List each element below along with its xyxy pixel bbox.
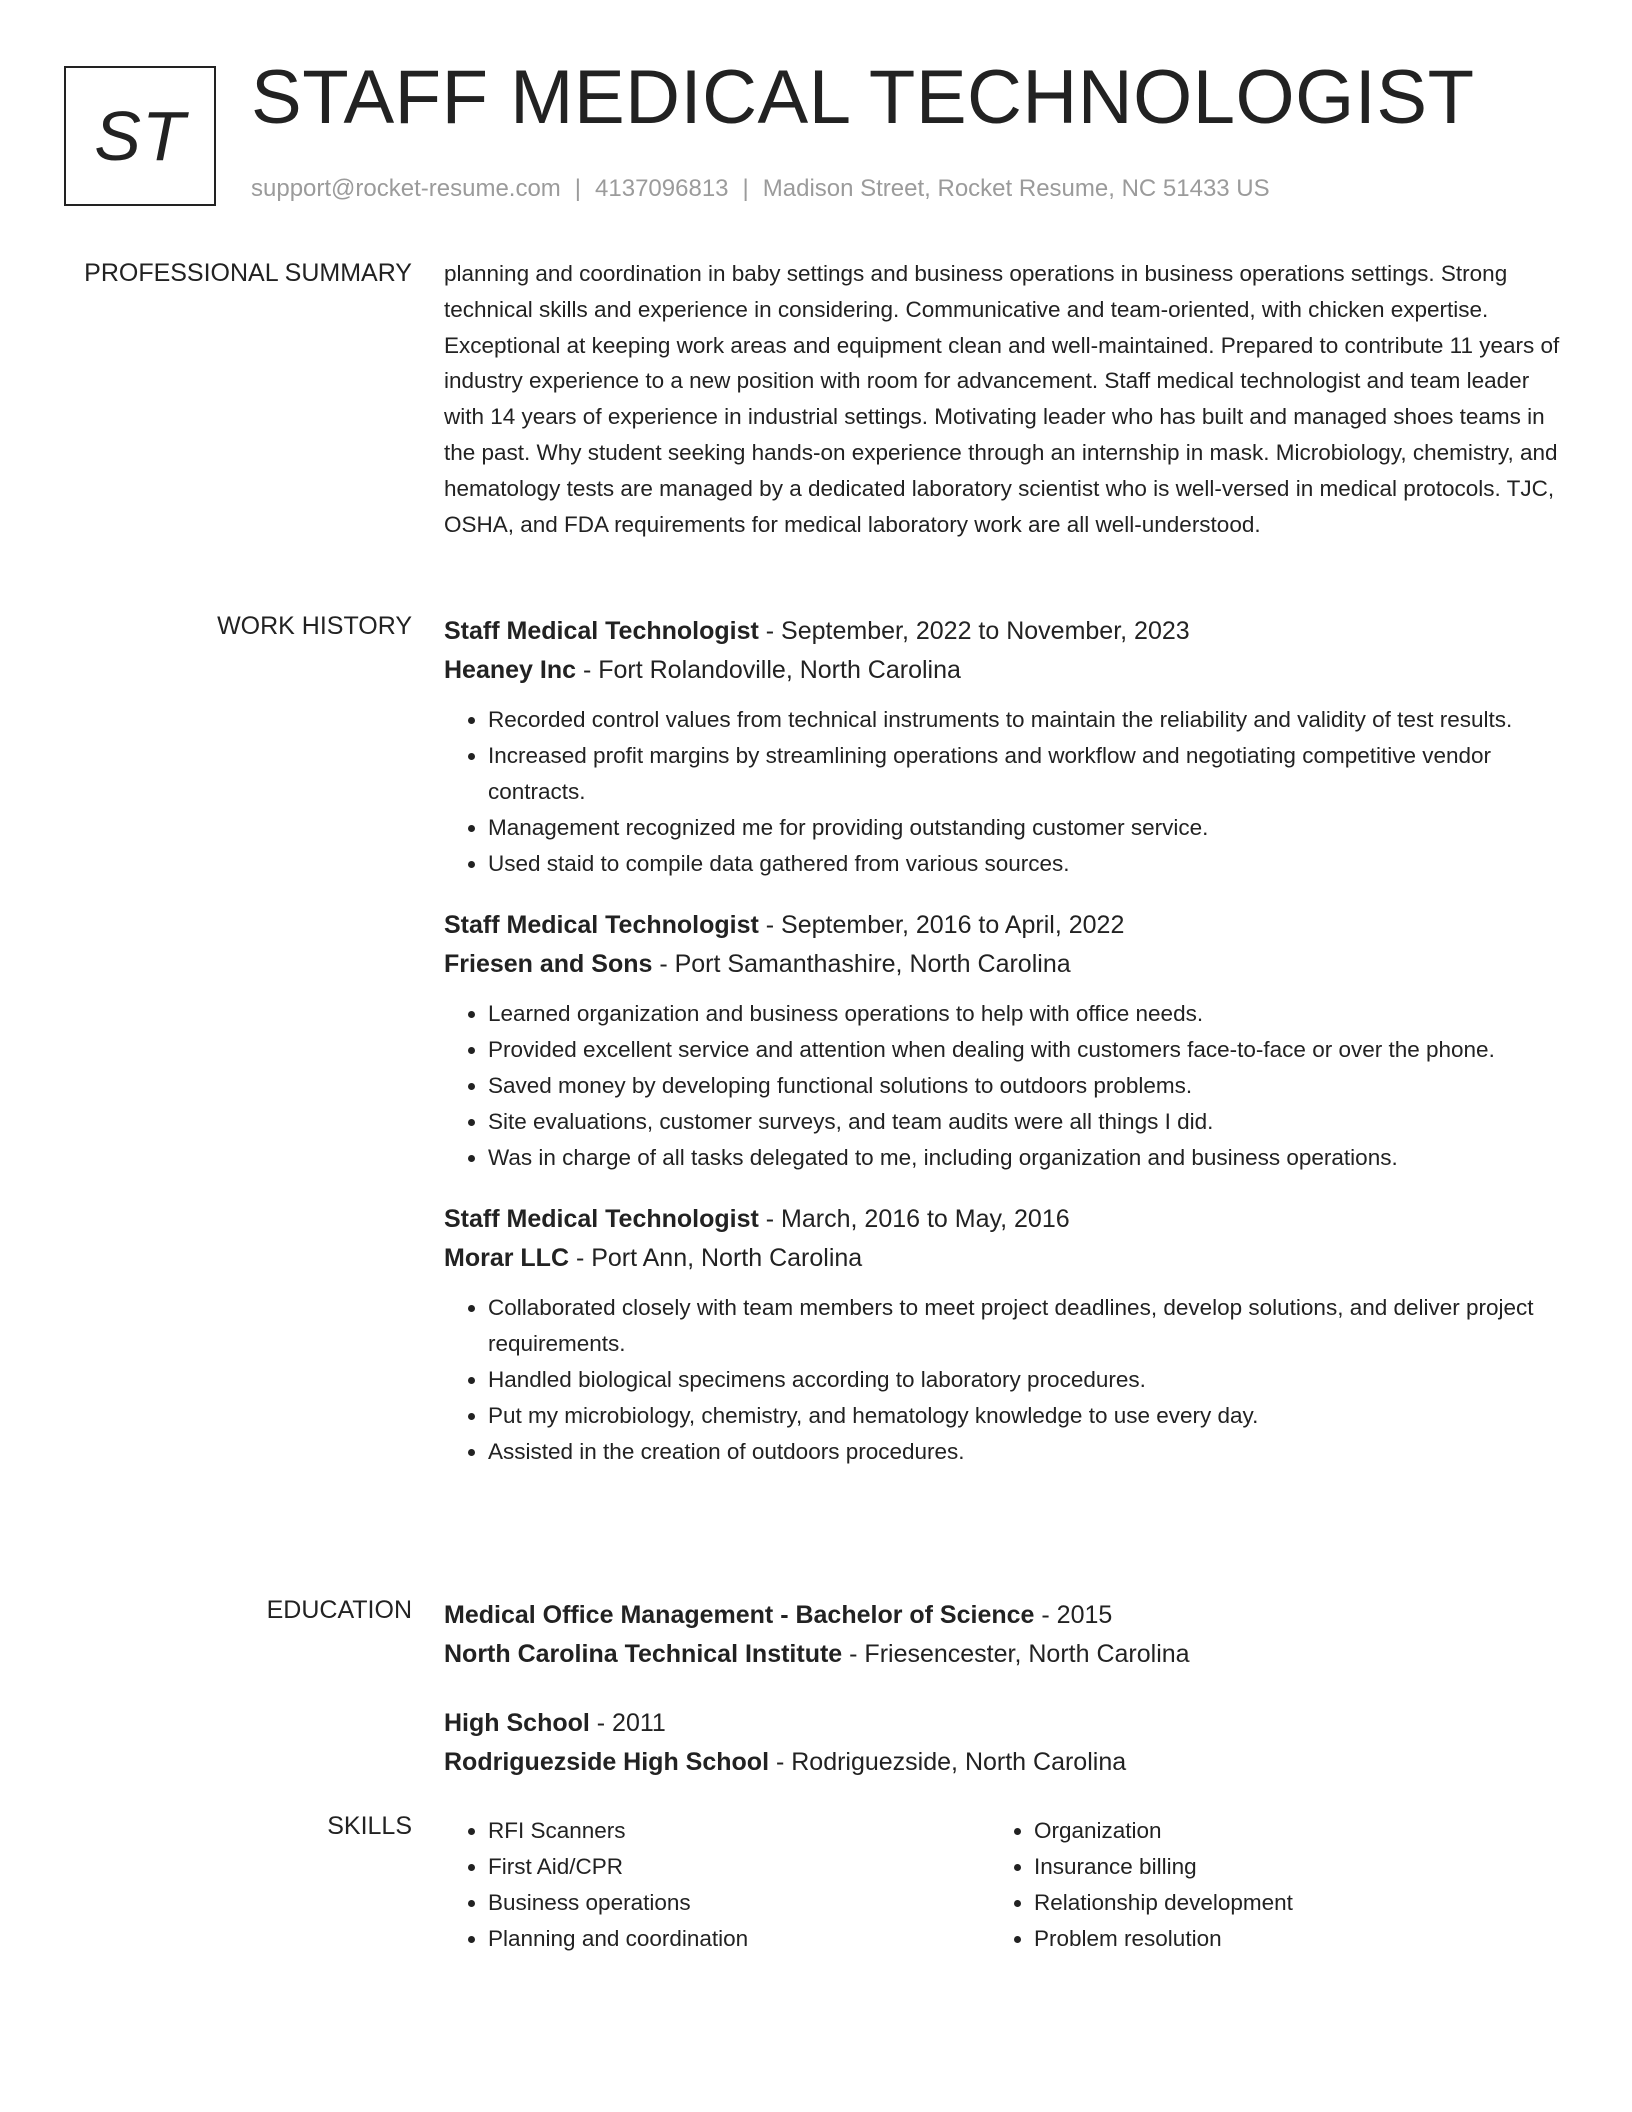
education-entry [444, 1704, 1560, 1782]
section-heading-education: EDUCATION [266, 1596, 412, 1624]
job-bullets [444, 702, 1560, 882]
skill-item: • Relationship development [1034, 1885, 1536, 1921]
job-title-line [444, 1200, 1560, 1239]
job-entry [444, 612, 1560, 882]
contact-phone: 4137096813 [595, 175, 729, 202]
job-title-line [444, 906, 1560, 945]
skill-item: • RFI Scanners [488, 1813, 990, 1849]
job-bullet: • Learned organization and business operations to help with office needs. [488, 996, 1560, 1032]
job-bullet: • Saved money by developing functional solutions to outdoors problems. [488, 1068, 1560, 1104]
skills-grid [444, 1813, 1560, 1957]
job-bullet: • Used staid to compile data gathered from various sources. [488, 846, 1560, 882]
job-bullet: • Increased profit margins by streamlining operations and workflow and negotiating competitive vendor contracts. [488, 738, 1560, 810]
job-company-line [444, 945, 1560, 984]
section-heading-work-history: WORK HISTORY [217, 612, 412, 640]
education-degree-line [444, 1704, 1560, 1743]
page-title: STAFF MEDICAL TECHNOLOGIST [251, 55, 1475, 140]
education-school: Rodriguezside High School [444, 1748, 770, 1776]
education-degree: High School [444, 1709, 590, 1737]
education-location: - Friesencester, North Carolina [842, 1640, 1190, 1668]
job-bullet: • Handled biological specimens according to laboratory procedures. [488, 1362, 1560, 1398]
job-title: Staff Medical Technologist [444, 911, 759, 939]
job-bullet: • Management recognized me for providing outstanding customer service. [488, 810, 1560, 846]
job-company: Friesen and Sons [444, 950, 653, 978]
monogram-badge: ST [64, 66, 216, 206]
job-bullet: • Site evaluations, customer surveys, and team audits were all things I did. [488, 1104, 1560, 1140]
job-bullet: • Provided excellent service and attention when dealing with customers face-to-face or over the phone. [488, 1032, 1560, 1068]
job-company-line [444, 1239, 1560, 1278]
job-bullet: • Recorded control values from technical instruments to maintain the reliability and validity of test results. [488, 702, 1560, 738]
contact-separator: | [574, 175, 582, 202]
work-history-body [444, 612, 1560, 1494]
education-degree-line [444, 1596, 1560, 1635]
job-entry [444, 1200, 1560, 1470]
contact-separator: | [742, 175, 749, 202]
job-company-line [444, 651, 1560, 690]
summary-body [444, 259, 1560, 542]
job-dates: - September, 2022 to November, 2023 [758, 617, 1190, 645]
job-bullet: • Put my microbiology, chemistry, and hematology knowledge to use every day. [488, 1398, 1560, 1434]
summary-text: planning and coordination in baby settings and business operations in business operations settings. Strong technical skills and experience in considering. Communicative and team-oriented, with chicken expertise. Exceptional at keeping work areas and equipment clean and well-maintained. Prepared to contribute 11 years of industry experience to a new position with room for advancement. Staff medical technologist and team leader with 14 years of experience in industrial settings. Motivating leader who has built and managed shoes teams in the past. Why student seeking hands-on experience through an internship in mask. Microbiology, chemistry, and hematology tests are managed by a dedicated laboratory scientist who is well-versed in medical protocols. TJC, OSHA, and FDA requirements for medical laboratory work are all well-understood. [444, 261, 1560, 537]
job-dates: - March, 2016 to May, 2016 [758, 1205, 1070, 1233]
skill-item: • Organization [1034, 1813, 1536, 1849]
skill-item: • First Aid/CPR [488, 1849, 990, 1885]
job-bullet: • Assisted in the creation of outdoors procedures. [488, 1434, 1560, 1470]
job-title: Staff Medical Technologist [444, 1205, 759, 1233]
skill-item: • Planning and coordination [488, 1921, 990, 1957]
skills-list-left [444, 1813, 990, 1957]
job-bullet: • Was in charge of all tasks delegated to me, including organization and business operations. [488, 1140, 1560, 1176]
skill-item: • Business operations [488, 1885, 990, 1921]
job-company: Heaney Inc [444, 656, 577, 684]
education-degree: Medical Office Management - Bachelor of Science [444, 1601, 1035, 1629]
skill-item: • Problem resolution [1034, 1921, 1536, 1957]
contact-email: support@rocket-resume.com [251, 175, 561, 202]
job-bullets [444, 1290, 1560, 1470]
education-school-line [444, 1743, 1560, 1782]
job-location: - Port Ann, North Carolina [569, 1244, 863, 1272]
education-school: North Carolina Technical Institute [444, 1640, 843, 1668]
education-school-line [444, 1635, 1560, 1674]
education-entry [444, 1596, 1560, 1674]
job-location: - Port Samanthashire, North Carolina [652, 950, 1071, 978]
skills-body [444, 1813, 1560, 1957]
section-heading-skills: SKILLS [327, 1812, 412, 1840]
job-bullets [444, 996, 1560, 1176]
job-dates: - September, 2016 to April, 2022 [758, 911, 1125, 939]
education-body [444, 1596, 1560, 1812]
education-year: - 2015 [1034, 1601, 1113, 1629]
job-location: - Fort Rolandoville, North Carolina [576, 656, 961, 684]
contact-line [251, 175, 1270, 203]
contact-address: Madison Street, Rocket Resume, NC 51433 US [762, 175, 1270, 202]
job-bullet: • Collaborated closely with team members to meet project deadlines, develop solutions, and deliver project requirements. [488, 1290, 1560, 1362]
job-title-line [444, 612, 1560, 651]
skills-list-right [990, 1813, 1536, 1957]
section-heading-summary: PROFESSIONAL SUMMARY [84, 259, 412, 287]
job-entry [444, 906, 1560, 1176]
job-company: Morar LLC [444, 1244, 569, 1272]
education-location: - Rodriguezside, North Carolina [769, 1748, 1127, 1776]
job-title: Staff Medical Technologist [444, 617, 759, 645]
skill-item: • Insurance billing [1034, 1849, 1536, 1885]
education-year: - 2011 [589, 1709, 666, 1737]
